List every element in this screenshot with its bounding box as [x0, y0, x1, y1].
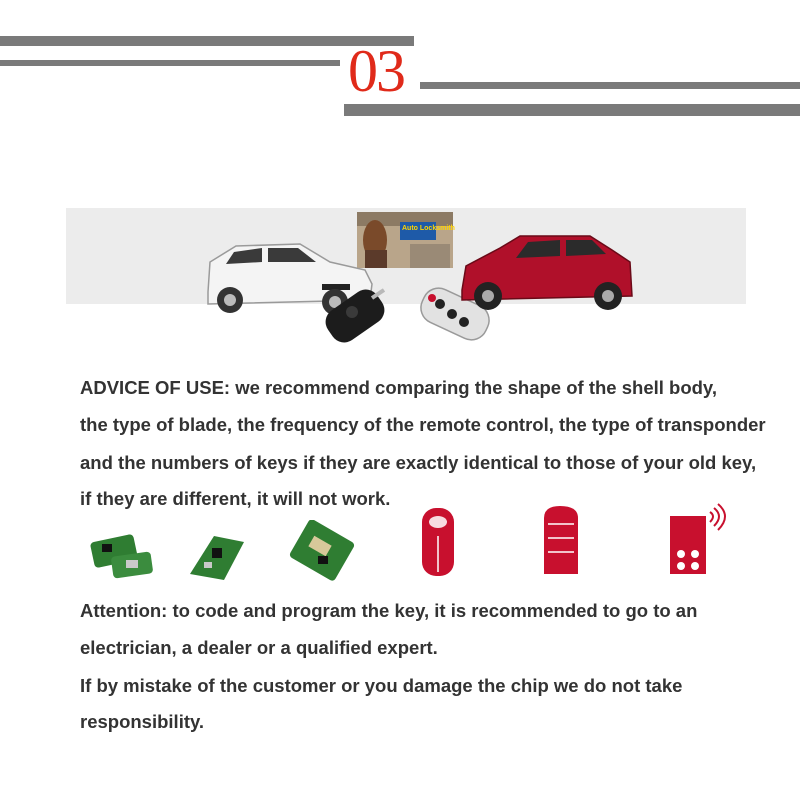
circuit-board-icon: [88, 532, 158, 582]
header-bar-mid-left: [0, 60, 340, 66]
shop-sign-text: Auto Locksmith: [402, 225, 455, 232]
notice-line-4: responsibility.: [80, 711, 205, 732]
header-bar-bottom: [344, 104, 800, 116]
key-shell-icon: [418, 506, 458, 578]
advice-line-4: if they are different, it will not work.: [80, 488, 391, 509]
circuit-board-icon: [184, 528, 254, 584]
notice-line-2: electrician, a dealer or a qualified expert.: [80, 637, 438, 658]
remote-signal-icon: [664, 500, 730, 578]
red-suv-car-icon: [462, 236, 632, 310]
section-number: 03: [348, 38, 404, 104]
advice-line-3: and the numbers of keys if they are exactly identical to those of your old key,: [80, 452, 757, 473]
advice-line-2: the type of blade, the frequency of the remote control, the type of transponder: [80, 414, 766, 435]
key-shell-icon: [538, 504, 584, 580]
locksmith-shop-image: [357, 212, 455, 268]
banner-illustration: [0, 180, 800, 360]
header-bar-mid-right: [420, 82, 800, 89]
circuit-board-icon: [288, 520, 360, 584]
notice-line-3: If by mistake of the customer or you damage the chip we do not take: [80, 675, 683, 696]
advice-line-1: ADVICE OF USE: we recommend comparing the shape of the shell body,: [80, 377, 717, 398]
notice-line-1: Attention: to code and program the key, it is recommended to go to an: [80, 600, 698, 621]
